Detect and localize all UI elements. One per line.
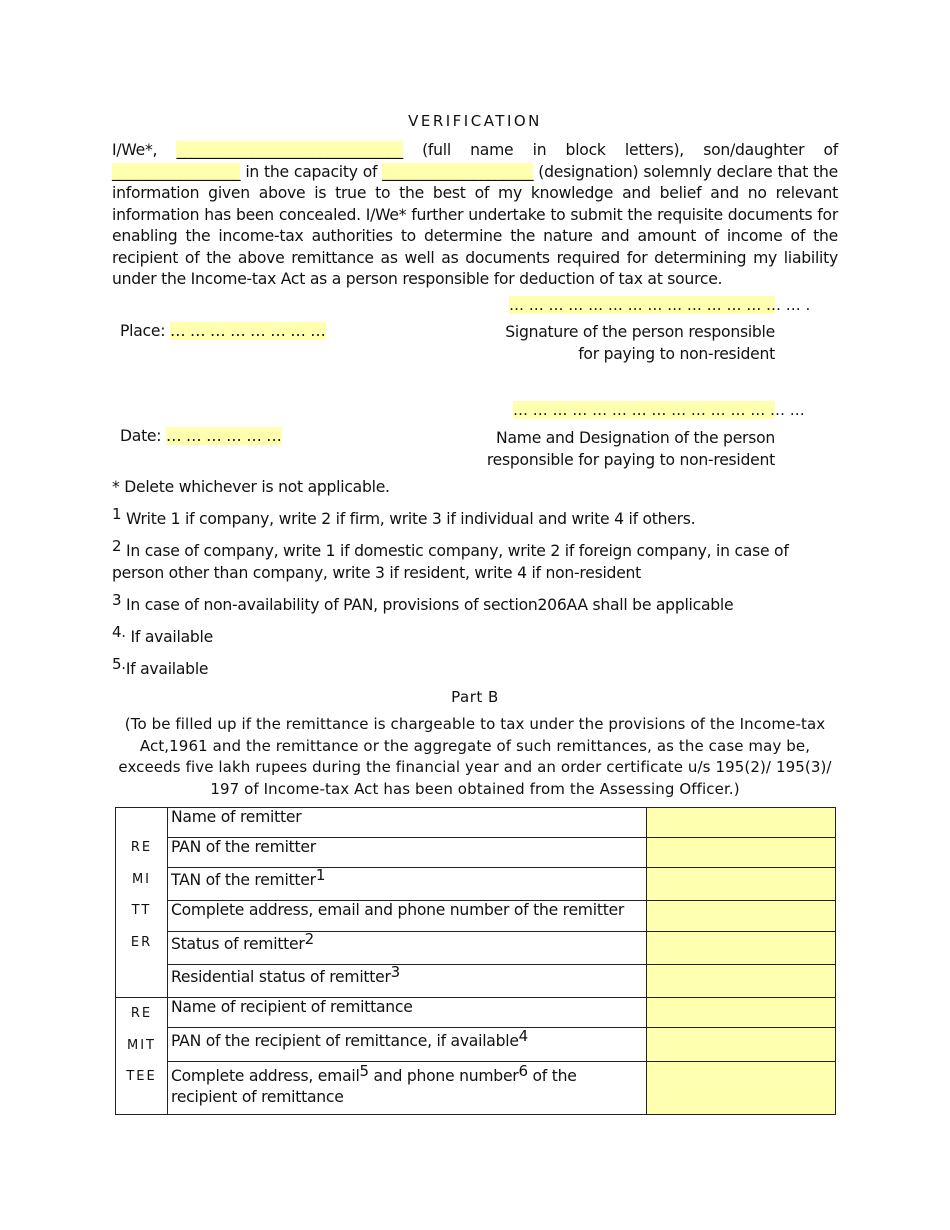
remittee-side-part: RE xyxy=(130,1006,153,1021)
table-row xyxy=(116,965,836,998)
row-label-status-of-remitter xyxy=(168,932,647,965)
signature-caption-line2: for paying to non-resident xyxy=(578,345,775,363)
footnote-1-text: Write 1 if company, write 2 if firm, write 3 if individual and write 4 if others. xyxy=(121,510,696,528)
remittee-side-label xyxy=(116,998,168,1115)
table-row xyxy=(116,998,836,1028)
residential-status-footnote-mark: 3 xyxy=(390,963,400,981)
footnote-2 xyxy=(112,537,842,584)
tan-of-remitter-field[interactable] xyxy=(647,868,836,901)
designation-field[interactable]: ____________________ xyxy=(382,162,534,181)
phone-footnote-mark: 6 xyxy=(518,1062,528,1080)
declaration-text-3: in the capacity of xyxy=(240,162,383,181)
residential-status-field[interactable] xyxy=(647,965,836,998)
row-label-name-of-remitter: Name of remitter xyxy=(168,808,647,838)
recipient-pan-footnote-mark: 4 xyxy=(518,1027,528,1045)
full-name-field[interactable]: ______________________________ xyxy=(176,141,403,159)
signature-caption-line1: Signature of the person responsible xyxy=(505,323,775,341)
footnote-1 xyxy=(112,505,842,530)
footnote-5 xyxy=(112,655,842,680)
name-designation-caption xyxy=(487,427,775,471)
footnote-4-text: If available xyxy=(125,628,213,646)
status-label-text: Status of remitter xyxy=(171,935,305,953)
row-label-tan-of-remitter xyxy=(168,868,647,901)
table-row xyxy=(116,808,836,838)
declaration-text-start: I/We*, xyxy=(112,141,158,159)
row-label-recipient-address xyxy=(168,1062,647,1115)
place-row xyxy=(120,322,326,340)
remitter-side-part: TT xyxy=(131,903,152,918)
recipient-name-field[interactable] xyxy=(647,998,836,1028)
place-label: Place: xyxy=(120,322,166,340)
signature-caption xyxy=(505,321,775,365)
email-footnote-mark: 5 xyxy=(359,1062,369,1080)
part-b-title: Part B xyxy=(451,688,499,706)
verification-title: VERIFICATION xyxy=(408,112,542,130)
name-designation-caption-line1: Name and Designation of the person xyxy=(496,429,775,447)
footnote-3-text: In case of non-availability of PAN, provisions of section206AA shall be applicable xyxy=(121,596,734,614)
date-field[interactable]: … … … … … … xyxy=(166,427,282,445)
remitter-side-part: ER xyxy=(130,934,153,950)
table-row xyxy=(116,868,836,901)
tan-footnote-mark: 1 xyxy=(315,866,326,884)
row-label-remitter-address: Complete address, email and phone number of the remitter xyxy=(168,901,647,932)
status-footnote-mark: 2 xyxy=(304,930,314,948)
recipient-address-text-1: Complete address, email xyxy=(171,1067,360,1085)
table-row xyxy=(116,901,836,932)
name-designation-field[interactable]: … … … … … … … … … … … … … … … xyxy=(513,401,805,419)
table-row xyxy=(116,932,836,965)
footnote-2-mark: 2 xyxy=(112,537,122,555)
recipient-address-text-3: of the recipient of remittance xyxy=(171,1067,577,1106)
footnote-1-mark: 1 xyxy=(112,505,122,523)
footnote-3 xyxy=(112,591,842,616)
note-delete: * Delete whichever is not applicable. xyxy=(112,478,390,496)
date-label: Date: xyxy=(120,427,162,445)
table-row xyxy=(116,1028,836,1062)
footnote-3-mark: 3 xyxy=(112,591,122,609)
declaration-text-2: (full name in block letters), son/daughter of xyxy=(402,141,838,159)
status-of-remitter-field[interactable] xyxy=(647,932,836,965)
footnote-4 xyxy=(112,623,842,648)
row-label-recipient-pan xyxy=(168,1028,647,1062)
table-row xyxy=(116,838,836,868)
footnote-2-text: In case of company, write 1 if domestic company, write 2 if foreign company, in case of person other than company, write 3 if resident, write 4 if non-resident xyxy=(112,542,789,582)
remittee-side-part: TEE xyxy=(126,1069,157,1084)
remitter-address-field[interactable] xyxy=(647,901,836,932)
table-row xyxy=(116,1062,836,1115)
verification-declaration xyxy=(112,140,838,291)
name-of-remitter-field[interactable] xyxy=(647,808,836,838)
signature-field[interactable]: … … … … … … … … … … … … … … … . xyxy=(509,296,811,314)
row-label-pan-of-remitter: PAN of the remitter xyxy=(168,838,647,868)
remittee-side-part: MIT xyxy=(127,1037,156,1053)
recipient-address-text-2: and phone number xyxy=(368,1067,519,1085)
residential-status-label-text: Residential status of remitter xyxy=(171,968,391,986)
row-label-recipient-name: Name of recipient of remittance xyxy=(168,998,647,1028)
footnote-5-mark: 5. xyxy=(112,655,126,673)
remitter-side-label xyxy=(116,808,168,998)
row-label-residential-status xyxy=(168,965,647,998)
parent-name-field[interactable]: _________________ xyxy=(112,162,241,181)
name-designation-caption-line2: responsible for paying to non-resident xyxy=(486,451,775,469)
recipient-pan-label-text: PAN of the recipient of remittance, if available xyxy=(171,1032,519,1050)
remitter-side-part: RE xyxy=(130,840,153,855)
footnote-4-mark: 4. xyxy=(112,623,126,641)
declaration-text-4: (designation) solemnly declare that the information given above is true to the best of my knowledge and belief and no relevant information has been concealed. I/We* further undertake to submit the requisite documents for enabling the income-tax authorities to determine the nature and amount of income of the recipient of the above remittance as well as documents required for determining my liability under the Income-tax Act as a person responsible for deduction of tax at source. xyxy=(112,162,838,288)
part-b-table xyxy=(115,807,836,1115)
pan-of-remitter-field[interactable] xyxy=(647,838,836,868)
place-field[interactable]: … … … … … … … … xyxy=(169,322,326,340)
footnote-5-text: If available xyxy=(125,660,209,678)
recipient-pan-field[interactable] xyxy=(647,1028,836,1062)
date-row xyxy=(120,427,282,445)
tan-label-text: TAN of the remitter xyxy=(171,871,316,889)
part-b-description: (To be filled up if the remittance is chargeable to tax under the provisions of the Income-tax Act,1961 and the remittance or the aggregate of such remittances, as the case may be, exceeds five lakh rupees during the financial year and an order certificate u/s 195(2)/ 195(3)/ 197 of Income-tax Act has been obtained from the Assessing Officer.) xyxy=(118,715,832,798)
remitter-side-part: MI xyxy=(131,871,152,887)
recipient-address-field[interactable] xyxy=(647,1062,836,1115)
